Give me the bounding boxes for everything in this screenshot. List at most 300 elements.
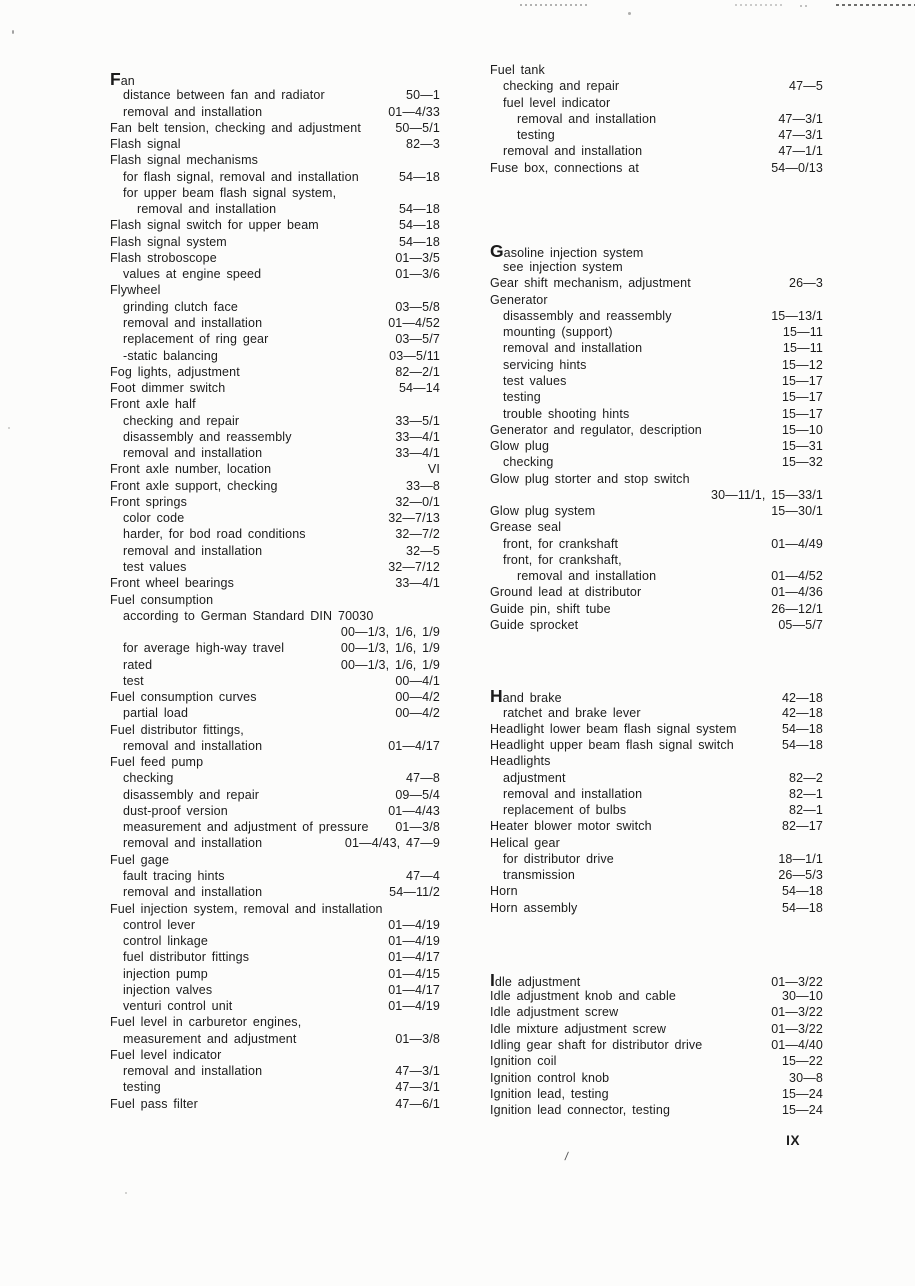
entry-label: color code (123, 511, 185, 526)
entry-page-ref: 82—1 (789, 803, 823, 818)
entry-page-ref: 00—1/3, 1/6, 1/9 (340, 625, 440, 640)
index-entry (490, 1004, 823, 1020)
entry-label: harder, for bod road conditions (123, 527, 306, 542)
entry-label: Ignition control knob (490, 1070, 610, 1085)
entry-label: Fuel injection system, removal and installation (110, 901, 383, 916)
entry-page-ref: 47—1/1 (778, 144, 823, 159)
index-entry (110, 201, 440, 217)
entry-label: replacement of ring gear (123, 332, 269, 347)
entry-label: according to German Standard DIN 70030 (123, 608, 374, 623)
entry-page-ref: 18—1/1 (778, 851, 823, 866)
entry-label: removal and installation (503, 144, 643, 159)
index-entry (490, 737, 823, 753)
entry-label: distance between fan and radiator (123, 88, 325, 103)
entry-page-ref: 47—3/1 (395, 1080, 440, 1095)
entry-label: injection pump (123, 966, 208, 981)
index-entry (110, 526, 440, 542)
entry-label: test (123, 673, 144, 688)
entry-page-ref: 30—8 (789, 1070, 823, 1085)
index-entry (490, 406, 823, 422)
index-entry (110, 722, 440, 738)
entry-label: Guide sprocket (490, 617, 579, 632)
index-entry (110, 657, 440, 673)
index-entry (110, 266, 440, 282)
entry-label: Flywheel (110, 283, 161, 298)
entry-label: front, for crankshaft, (503, 552, 622, 567)
entry-label: for upper beam flash signal system, (123, 185, 337, 200)
entry-label: Fuel distributor fittings, (110, 722, 244, 737)
entry-label: Generator and regulator, description (490, 422, 702, 437)
entry-label: removal and installation (503, 341, 643, 356)
entry-page-ref: 82—2 (789, 770, 823, 785)
index-entry (490, 686, 823, 707)
entry-label: Fan (110, 69, 135, 89)
entry-page-ref: 54—18 (398, 218, 440, 233)
index-entry (490, 143, 823, 159)
entry-label: removal and installation (123, 738, 263, 753)
index-entry (110, 1031, 440, 1047)
entry-page-ref: 01—4/17 (388, 982, 440, 997)
index-entry (490, 519, 823, 535)
entry-label: Fog lights, adjustment (110, 364, 240, 379)
index-group (490, 969, 823, 1118)
entry-page-ref: 15—10 (781, 422, 823, 437)
entry-label: measurement and adjustment of pressure (123, 820, 369, 835)
index-entry (110, 901, 440, 917)
index-entry (110, 1047, 440, 1063)
entry-label: Heater blower motor switch (490, 819, 652, 834)
index-entry (490, 753, 823, 769)
entry-label: disassembly and reassembly (503, 308, 672, 323)
entry-page-ref: 15—30/1 (771, 504, 823, 519)
index-entry (490, 536, 823, 552)
index-entry (490, 1102, 823, 1118)
index-entry (110, 624, 440, 640)
index-entry (110, 152, 440, 168)
entry-page-ref: 15—31 (781, 439, 823, 454)
entry-page-ref: 54—11/2 (389, 885, 440, 900)
entry-page-ref: 47—6/1 (395, 1096, 440, 1111)
index-entry (110, 331, 440, 347)
index-entry (110, 592, 440, 608)
entry-page-ref: 33—4/1 (395, 446, 440, 461)
entry-label: fault tracing hints (123, 869, 225, 884)
entry-page-ref: 00—1/3, 1/6, 1/9 (340, 657, 440, 672)
index-entry (110, 429, 440, 445)
entry-label: test values (123, 559, 187, 574)
entry-page-ref: 30—11/1, 15—33/1 (710, 487, 823, 502)
entry-page-ref: 47—5 (789, 79, 823, 94)
index-entry (490, 818, 823, 834)
index-column-left (110, 71, 440, 1112)
index-entry (110, 917, 440, 933)
index-entry (110, 835, 440, 851)
index-entry (490, 308, 823, 324)
entry-page-ref: 15—17 (781, 390, 823, 405)
entry-label: Flash signal switch for upper beam (110, 218, 319, 233)
index-entry (110, 120, 440, 136)
entry-label: injection valves (123, 982, 213, 997)
entry-label: trouble shooting hints (503, 406, 630, 421)
entry-page-ref: 47—3/1 (778, 128, 823, 143)
scan-artifact-dots (800, 5, 808, 7)
entry-label: Gasoline injection system (490, 240, 644, 261)
index-entry (490, 802, 823, 818)
entry-label: rated (123, 657, 153, 672)
index-entry (490, 552, 823, 568)
entry-label: removal and installation (123, 1064, 263, 1079)
scan-artifact-dots (735, 4, 783, 6)
entry-page-ref: 33—4/1 (395, 576, 440, 591)
entry-label: removal and installation (503, 786, 643, 801)
entry-page-ref: 54—14 (398, 381, 440, 396)
entry-page-ref: 01—3/5 (395, 250, 440, 265)
entry-label: Fuel level in carburetor engines, (110, 1015, 302, 1030)
index-entry (110, 250, 440, 266)
entry-page-ref: 42—18 (781, 691, 823, 706)
index-entry (490, 883, 823, 899)
entry-label: Headlight upper beam flash signal switch (490, 738, 734, 753)
entry-label: Front axle number, location (110, 462, 272, 477)
index-entry (110, 185, 440, 201)
entry-page-ref: 01—4/43 (388, 803, 440, 818)
entry-label: checking (503, 455, 554, 470)
entry-page-ref: 82—2/1 (395, 364, 440, 379)
entry-page-ref: 03—5/8 (395, 299, 440, 314)
entry-label: Fuel consumption curves (110, 690, 257, 705)
index-entry (110, 510, 440, 526)
entry-label: partial load (123, 706, 189, 721)
entry-page-ref: 01—4/17 (388, 738, 440, 753)
index-entry (490, 275, 823, 291)
index-entry (490, 568, 823, 584)
entry-page-ref: 15—24 (781, 1086, 823, 1101)
entry-label: Idle adjustment knob and cable (490, 989, 677, 1004)
entry-label: Idle mixture adjustment screw (490, 1021, 667, 1036)
index-entry (110, 787, 440, 803)
entry-label: Fuel gage (110, 852, 170, 867)
entry-label: Horn (490, 884, 518, 899)
entry-page-ref: 09—5/4 (395, 787, 440, 802)
entry-page-ref: 33—4/1 (395, 429, 440, 444)
entry-label: Fuel consumption (110, 592, 214, 607)
entry-label: Front wheel bearings (110, 576, 234, 591)
index-entry (490, 1086, 823, 1102)
entry-label: adjustment (503, 770, 566, 785)
index-entry (110, 884, 440, 900)
entry-label: venturi control unit (123, 999, 233, 1014)
entry-label: Fuse box, connections at (490, 160, 639, 175)
entry-page-ref: 01—4/52 (771, 569, 823, 584)
entry-page-ref: 54—18 (781, 900, 823, 915)
entry-label: Glow plug (490, 439, 550, 454)
index-entry (110, 348, 440, 364)
entry-page-ref: 26—5/3 (778, 868, 823, 883)
index-entry (490, 259, 823, 275)
entry-label: grinding clutch face (123, 299, 238, 314)
index-entry (110, 705, 440, 721)
section-initial-letter: H (490, 686, 503, 707)
index-entry (110, 169, 440, 185)
index-entry (490, 851, 823, 867)
entry-page-ref: 54—18 (398, 202, 440, 217)
entry-label: Flash stroboscope (110, 250, 217, 265)
index-entry (490, 340, 823, 356)
index-entry (110, 949, 440, 965)
entry-label: measurement and adjustment (123, 1031, 297, 1046)
index-entry (110, 1096, 440, 1112)
entry-label: Front axle half (110, 397, 196, 412)
index-entry (490, 111, 823, 127)
index-entry (110, 966, 440, 982)
entry-label: Foot dimmer switch (110, 381, 226, 396)
entry-label: for average high-way travel (123, 641, 285, 656)
entry-label: Helical gear (490, 835, 560, 850)
entry-page-ref: 01—3/22 (771, 1021, 823, 1036)
entry-label: Flash signal system (110, 234, 227, 249)
entry-page-ref: 47—4 (406, 869, 440, 884)
scan-artifact-dots (836, 4, 915, 6)
index-entry (110, 71, 440, 87)
index-entry (490, 969, 823, 990)
index-entry (490, 454, 823, 470)
entry-label: Flash signal (110, 137, 181, 152)
entry-page-ref: 01—3/8 (395, 1031, 440, 1046)
entry-label: removal and installation (137, 202, 277, 217)
index-entry (110, 998, 440, 1014)
index-entry (110, 803, 440, 819)
entry-label: Headlight lower beam flash signal system (490, 721, 737, 736)
entry-label: Ignition lead connector, testing (490, 1103, 671, 1118)
entry-label: Idle adjustment (490, 969, 581, 990)
index-entry (110, 380, 440, 396)
scan-artifact-dots (520, 4, 588, 6)
entry-page-ref: 15—32 (781, 455, 823, 470)
entry-page-ref: 54—18 (781, 884, 823, 899)
entry-label: control lever (123, 917, 196, 932)
entry-label: replacement of bulbs (503, 803, 627, 818)
index-group (490, 62, 823, 176)
entry-label: checking and repair (123, 413, 240, 428)
index-entry (110, 136, 440, 152)
entry-page-ref: 47—3/1 (395, 1064, 440, 1079)
scan-artifact-speck (8, 427, 10, 429)
entry-page-ref: 15—17 (781, 373, 823, 388)
entry-page-ref: 00—4/2 (395, 706, 440, 721)
index-entry (110, 478, 440, 494)
entry-page-ref: 03—5/7 (395, 332, 440, 347)
entry-label: Glow plug system (490, 504, 596, 519)
index-entry (110, 819, 440, 835)
section-initial-letter: F (110, 69, 121, 89)
index-entry (110, 543, 440, 559)
entry-label: removal and installation (517, 569, 657, 584)
entry-label: fuel distributor fittings (123, 950, 250, 965)
entry-label: removal and installation (123, 543, 263, 558)
index-column-right (490, 62, 823, 1118)
entry-label: fuel level indicator (503, 95, 611, 110)
index-entry (490, 835, 823, 851)
entry-page-ref: 47—8 (406, 771, 440, 786)
entry-label: disassembly and repair (123, 787, 260, 802)
entry-label: checking and repair (503, 79, 620, 94)
index-entry (490, 1021, 823, 1037)
index-entry (490, 438, 823, 454)
entry-page-ref: 01—4/19 (388, 917, 440, 932)
entry-page-ref: 32—0/1 (395, 494, 440, 509)
entry-label: for flash signal, removal and installation (123, 169, 359, 184)
entry-page-ref: 00—4/1 (395, 673, 440, 688)
index-entry (490, 95, 823, 111)
entry-label: removal and installation (123, 885, 263, 900)
entry-label: Fuel feed pump (110, 755, 204, 770)
index-entry (490, 78, 823, 94)
index-entry (490, 62, 823, 78)
index-entry (110, 673, 440, 689)
page-number: IX (786, 1133, 800, 1148)
index-entry (110, 982, 440, 998)
entry-label: servicing hints (503, 357, 587, 372)
index-entry (490, 373, 823, 389)
entry-page-ref: 01—3/22 (771, 974, 823, 989)
entry-page-ref: 50—5/1 (395, 120, 440, 135)
index-entry (490, 900, 823, 916)
section-initial-letter: G (490, 240, 504, 261)
entry-page-ref: 01—3/22 (771, 1005, 823, 1020)
index-entry (110, 396, 440, 412)
entry-page-ref: 01—4/36 (771, 585, 823, 600)
index-entry (490, 617, 823, 633)
index-entry (110, 852, 440, 868)
index-entry (490, 487, 823, 503)
entry-page-ref: 54—18 (781, 721, 823, 736)
index-group (490, 240, 823, 633)
entry-label: dust-proof version (123, 803, 228, 818)
index-group (110, 71, 440, 1112)
entry-page-ref: 01—4/40 (771, 1038, 823, 1053)
entry-label: Gear shift mechanism, adjustment (490, 276, 691, 291)
index-entry (490, 705, 823, 721)
index-entry (490, 389, 823, 405)
index-entry (110, 413, 440, 429)
index-entry (110, 461, 440, 477)
entry-label: removal and installation (123, 104, 263, 119)
index-entry (110, 754, 440, 770)
entry-label: Ignition lead, testing (490, 1086, 609, 1101)
entry-page-ref: 01—3/6 (395, 267, 440, 282)
entry-label: Front axle support, checking (110, 478, 278, 493)
entry-label: testing (503, 390, 541, 405)
index-entry (490, 357, 823, 373)
index-entry (490, 471, 823, 487)
index-entry (110, 1063, 440, 1079)
index-entry (490, 127, 823, 143)
entry-label: Guide pin, shift tube (490, 601, 611, 616)
entry-label: mounting (support) (503, 325, 613, 340)
index-entry (490, 1037, 823, 1053)
index-entry (110, 640, 440, 656)
entry-page-ref: 32—7/13 (388, 511, 440, 526)
entry-label: Headlights (490, 754, 551, 769)
entry-page-ref: 15—22 (781, 1054, 823, 1069)
entry-label: Ground lead at distributor (490, 585, 642, 600)
index-entry (110, 87, 440, 103)
entry-label: ratchet and brake lever (503, 705, 641, 720)
index-entry (490, 770, 823, 786)
index-entry (490, 867, 823, 883)
entry-label: values at engine speed (123, 267, 262, 282)
index-entry (490, 988, 823, 1004)
entry-page-ref: 01—4/19 (388, 934, 440, 949)
entry-label: Front springs (110, 494, 188, 509)
scan-artifact-speck (125, 1192, 127, 1194)
index-entry (490, 240, 823, 261)
entry-label: Fuel tank (490, 63, 545, 77)
index-entry (110, 689, 440, 705)
entry-page-ref: 30—10 (781, 989, 823, 1004)
entry-page-ref: 82—17 (781, 819, 823, 834)
entry-label: disassembly and reassembly (123, 429, 292, 444)
index-entry (490, 721, 823, 737)
entry-label: Fan belt tension, checking and adjustment (110, 120, 361, 135)
entry-page-ref: 05—5/7 (778, 617, 823, 632)
entry-label: Ignition coil (490, 1054, 557, 1069)
entry-label: -static balancing (123, 348, 219, 363)
entry-page-ref: 54—18 (781, 738, 823, 753)
entry-label: Fuel level indicator (110, 1047, 222, 1062)
entry-page-ref: 00—1/3, 1/6, 1/9 (340, 641, 440, 656)
entry-page-ref: 01—4/15 (388, 966, 440, 981)
entry-label: control linkage (123, 934, 208, 949)
entry-page-ref: 03—5/11 (389, 348, 440, 363)
index-entry (110, 575, 440, 591)
index-entry (110, 217, 440, 233)
entry-label: see injection system (503, 260, 623, 275)
entry-label: Hand brake (490, 686, 562, 707)
entry-label: Fuel pass filter (110, 1096, 198, 1111)
entry-label: front, for crankshaft (503, 536, 619, 551)
entry-page-ref: 32—7/12 (388, 559, 440, 574)
index-group (490, 688, 823, 916)
entry-page-ref: 26—3 (789, 276, 823, 291)
entry-label: transmission (503, 868, 575, 883)
entry-page-ref: 15—13/1 (771, 308, 823, 323)
index-entry (110, 1079, 440, 1095)
entry-page-ref: 82—3 (406, 137, 440, 152)
entry-page-ref: VI (427, 462, 440, 477)
entry-label: checking (123, 771, 174, 786)
entry-label: removal and installation (123, 836, 263, 851)
entry-page-ref: 42—18 (781, 705, 823, 720)
index-entry (110, 234, 440, 250)
entry-page-ref: 15—12 (781, 357, 823, 372)
index-entry (110, 364, 440, 380)
index-entry (110, 494, 440, 510)
entry-label: Generator (490, 292, 548, 307)
index-entry (110, 738, 440, 754)
entry-page-ref: 33—5/1 (395, 413, 440, 428)
entry-label: test values (503, 373, 567, 388)
entry-page-ref: 82—1 (789, 786, 823, 801)
entry-page-ref: 15—17 (781, 406, 823, 421)
index-entry (490, 422, 823, 438)
entry-page-ref: 01—3/8 (395, 820, 440, 835)
index-entry (110, 868, 440, 884)
entry-page-ref: 15—24 (781, 1103, 823, 1118)
scan-artifact-slash: / (564, 1149, 570, 1164)
entry-label: Horn assembly (490, 900, 578, 915)
entry-page-ref: 33—8 (406, 478, 440, 493)
